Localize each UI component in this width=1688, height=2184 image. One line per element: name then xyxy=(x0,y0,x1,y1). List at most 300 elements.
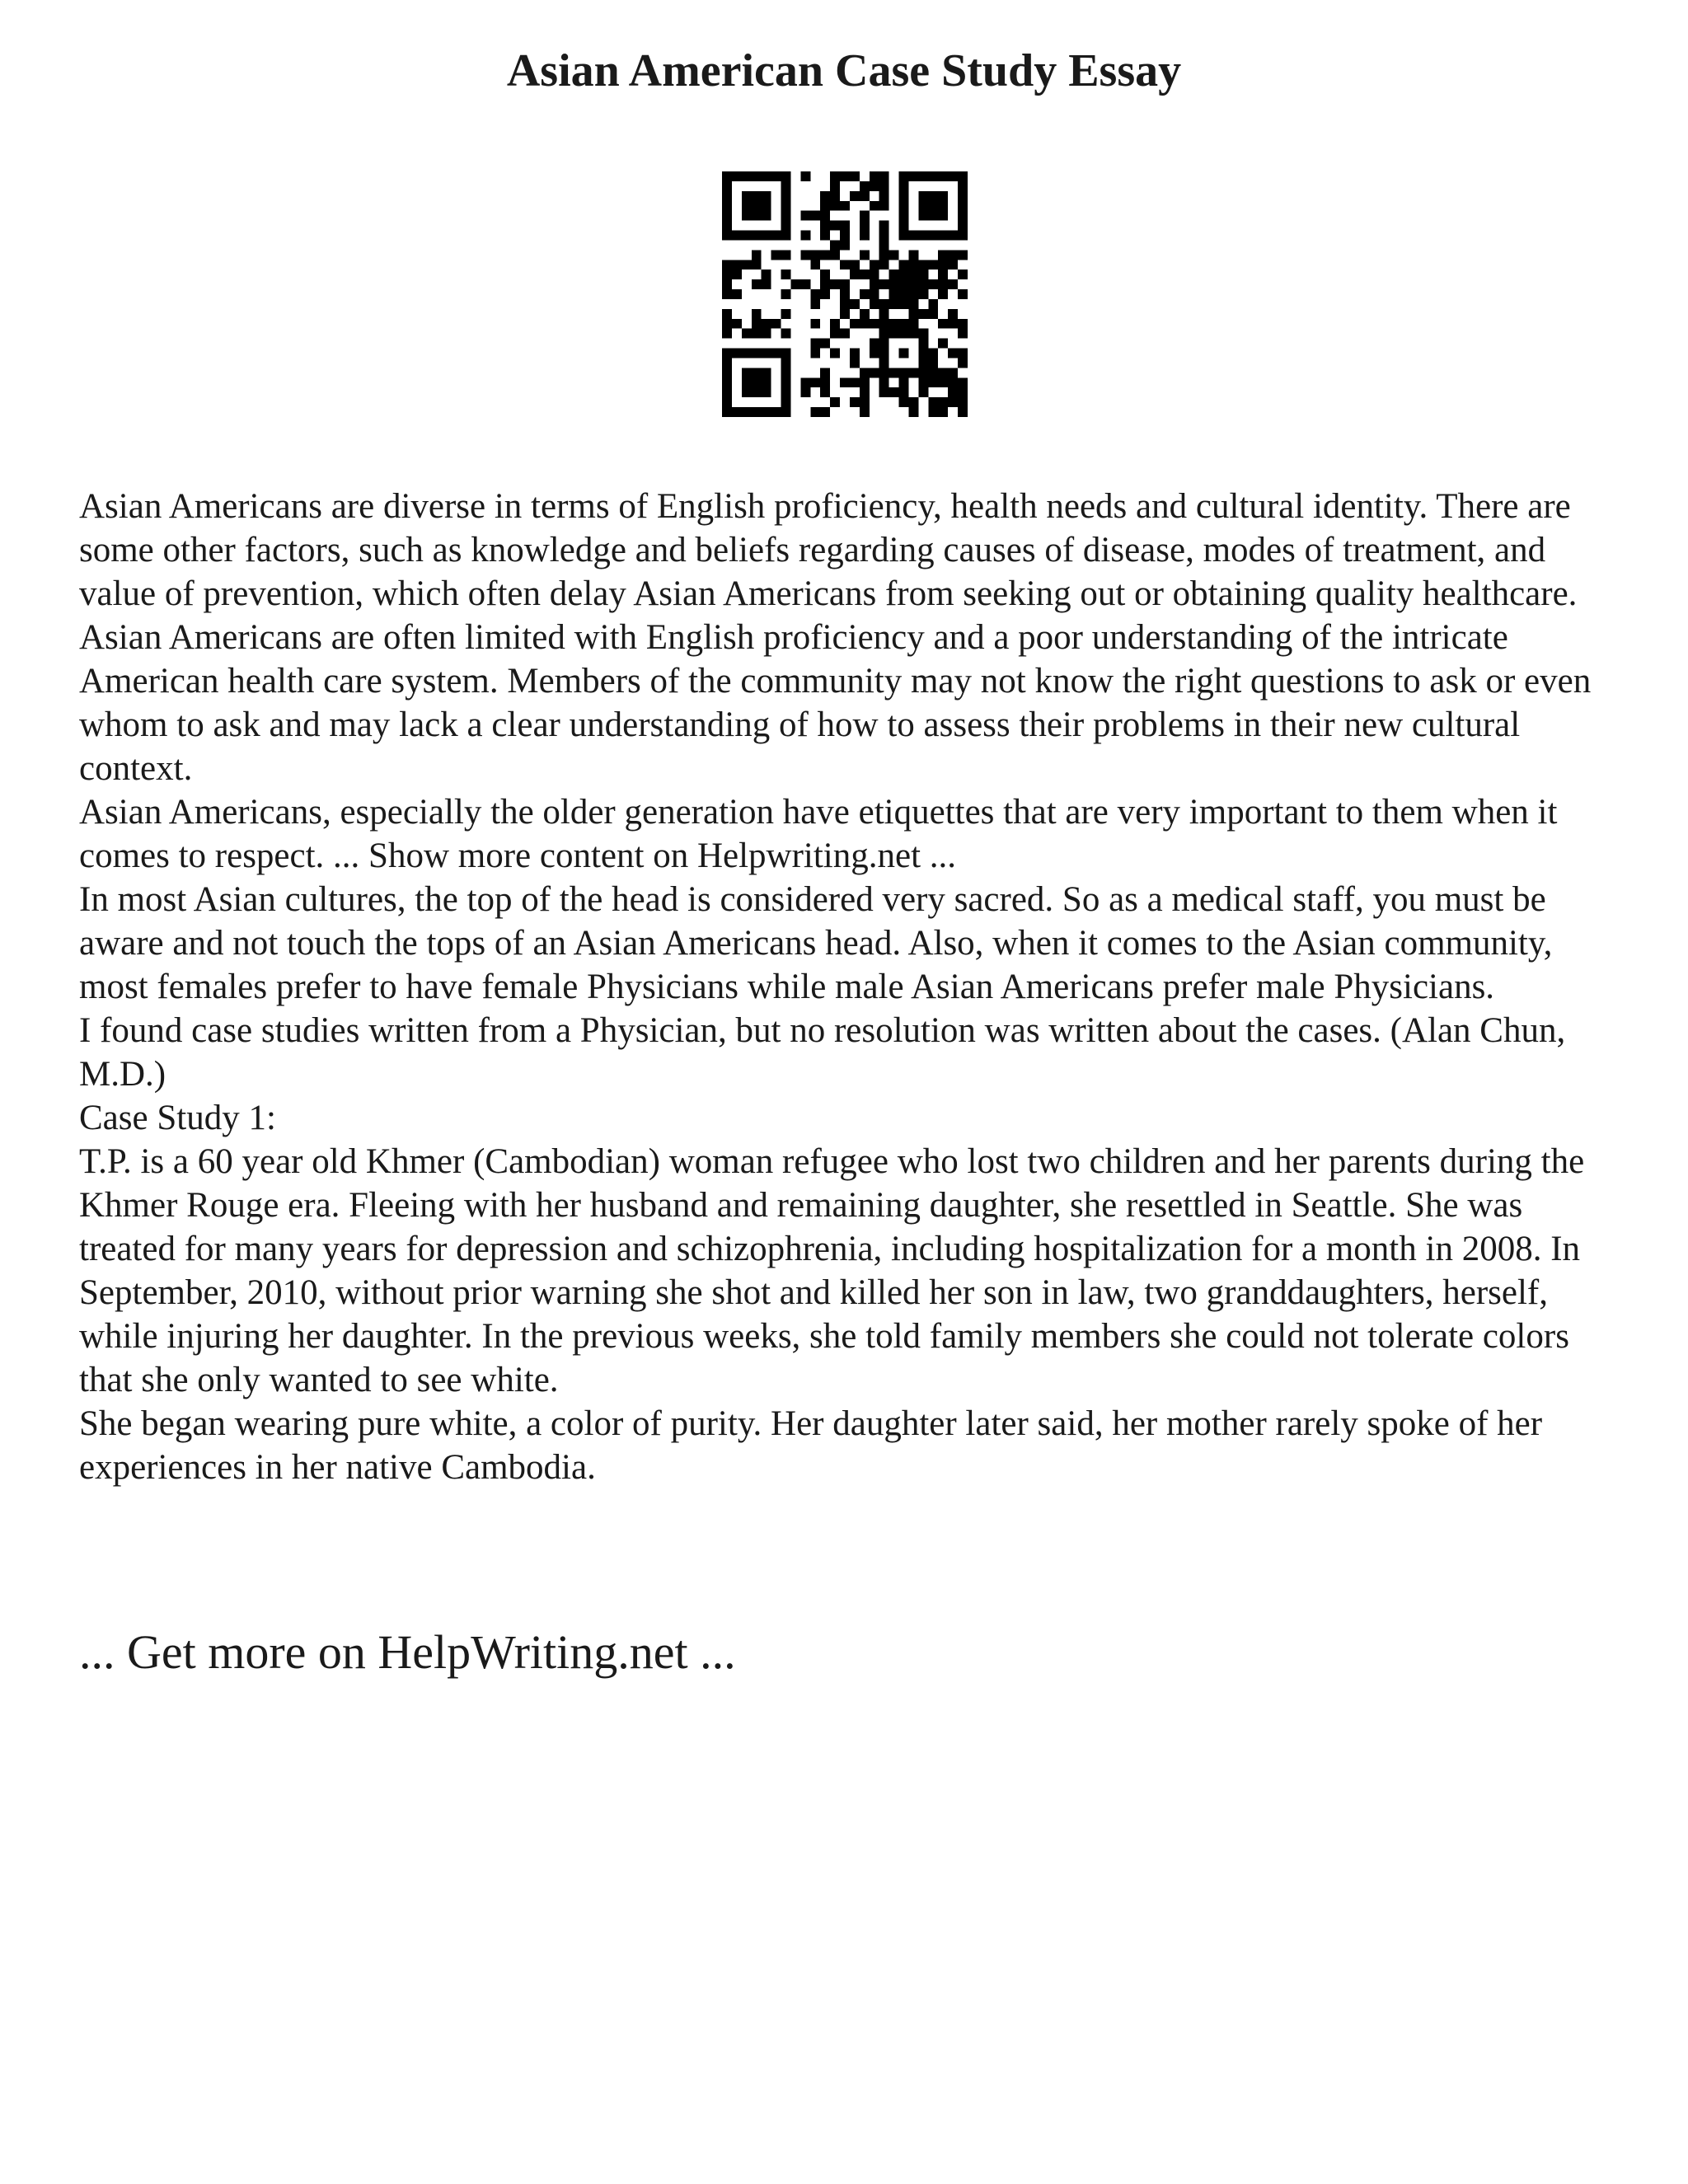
qr-module xyxy=(771,231,781,241)
qr-module xyxy=(958,387,968,397)
qr-module xyxy=(928,201,938,211)
qr-module xyxy=(918,260,928,269)
qr-module xyxy=(948,387,958,397)
qr-module xyxy=(899,397,909,407)
qr-module xyxy=(830,181,840,191)
qr-module xyxy=(830,221,840,231)
qr-module xyxy=(908,368,918,377)
qr-module xyxy=(908,319,918,329)
qr-module xyxy=(722,289,732,299)
qr-module xyxy=(752,309,762,319)
qr-module xyxy=(830,201,840,211)
qr-module xyxy=(850,191,860,201)
qr-module xyxy=(870,279,879,289)
qr-module xyxy=(879,329,889,339)
qr-module xyxy=(928,260,938,269)
qr-module xyxy=(889,329,899,339)
qr-module xyxy=(830,240,840,250)
qr-module xyxy=(781,201,791,211)
qr-module xyxy=(810,260,820,269)
qr-module xyxy=(948,279,958,289)
qr-module xyxy=(870,319,879,329)
qr-module xyxy=(938,191,948,201)
qr-module xyxy=(899,171,909,181)
qr-module xyxy=(879,181,889,191)
qr-module xyxy=(820,407,830,417)
qr-module xyxy=(742,407,752,417)
qr-module xyxy=(722,368,732,377)
qr-module xyxy=(722,181,732,191)
qr-module xyxy=(742,171,752,181)
qr-module xyxy=(928,191,938,201)
qr-module xyxy=(918,211,928,221)
qr-module xyxy=(771,319,781,329)
qr-module xyxy=(850,358,860,368)
qr-module xyxy=(908,329,918,339)
qr-module xyxy=(860,407,870,417)
qr-module xyxy=(850,319,860,329)
qr-module xyxy=(879,309,889,319)
qr-module xyxy=(762,349,771,359)
qr-module xyxy=(810,349,820,359)
qr-module xyxy=(742,231,752,241)
qr-module xyxy=(918,358,928,368)
qr-module xyxy=(899,279,909,289)
qr-module xyxy=(899,181,909,191)
qr-module xyxy=(899,289,909,299)
qr-module xyxy=(958,171,968,181)
qr-module xyxy=(870,260,879,269)
qr-module xyxy=(938,269,948,279)
qr-module xyxy=(938,260,948,269)
qr-module xyxy=(899,221,909,231)
qr-module xyxy=(762,269,771,279)
qr-module xyxy=(958,211,968,221)
qr-module xyxy=(948,171,958,181)
qr-module xyxy=(781,231,791,241)
qr-module xyxy=(889,299,899,309)
qr-module xyxy=(889,289,899,299)
qr-module xyxy=(781,329,791,339)
qr-module xyxy=(870,181,879,191)
qr-module xyxy=(840,221,850,231)
qr-module xyxy=(810,339,820,349)
qr-module xyxy=(860,289,870,299)
qr-module xyxy=(820,377,830,387)
qr-module xyxy=(850,260,860,269)
qr-module xyxy=(958,231,968,241)
qr-module xyxy=(918,269,928,279)
qr-module xyxy=(918,279,928,289)
qr-module xyxy=(918,387,928,397)
qr-module xyxy=(781,309,791,319)
qr-module xyxy=(820,279,830,289)
qr-module xyxy=(790,279,800,289)
qr-module xyxy=(879,191,889,201)
qr-module xyxy=(879,339,889,349)
qr-module xyxy=(928,377,938,387)
qr-module xyxy=(752,368,762,377)
qr-module xyxy=(830,191,840,201)
qr-module xyxy=(830,250,840,260)
paragraph-english-proficiency: Asian Americans are often limited with English proficiency and a poor understanding of the intricate American health care system. Members of the community may not know the right questions to ask or even whom to ask and may lack a clear understanding of how to assess their problems in their new cultural context. xyxy=(79,618,1592,788)
qr-module xyxy=(928,349,938,359)
qr-module xyxy=(762,368,771,377)
qr-module xyxy=(879,231,889,241)
qr-module xyxy=(928,407,938,417)
qr-module xyxy=(752,407,762,417)
essay-body xyxy=(79,485,1620,1489)
qr-module xyxy=(958,181,968,191)
qr-module xyxy=(860,397,870,407)
qr-module xyxy=(800,279,810,289)
qr-module xyxy=(928,309,938,319)
qr-module xyxy=(752,329,762,339)
qr-module xyxy=(938,319,948,329)
qr-module xyxy=(820,289,830,299)
qr-module xyxy=(958,319,968,329)
qr-module xyxy=(752,171,762,181)
qr-module xyxy=(948,250,958,260)
paragraph-case-heading: Case Study 1: xyxy=(79,1099,276,1137)
qr-module xyxy=(879,377,889,387)
qr-module xyxy=(938,201,948,211)
qr-module xyxy=(948,309,958,319)
qr-module xyxy=(958,397,968,407)
qr-module xyxy=(889,279,899,289)
qr-module xyxy=(918,289,928,299)
qr-module xyxy=(918,339,928,349)
qr-module xyxy=(860,211,870,221)
qr-module xyxy=(958,191,968,201)
qr-module xyxy=(830,279,840,289)
qr-module xyxy=(781,221,791,231)
qr-module xyxy=(870,171,879,181)
qr-module xyxy=(958,329,968,339)
qr-module xyxy=(958,269,968,279)
qr-module xyxy=(781,181,791,191)
qr-module xyxy=(752,387,762,397)
qr-module xyxy=(722,397,732,407)
qr-module xyxy=(752,191,762,201)
qr-module xyxy=(722,377,732,387)
qr-module xyxy=(830,319,840,329)
paragraph-case-description: T.P. is a 60 year old Khmer (Cambodian) woman refugee who lost two children and her parents during the Khmer Rouge era. Fleeing with her husband and remaining daughter, she resettled in Seattle. She was treated for many years for depression and schizophrenia, including hospitalization for a month in 2008. In September, 2010, without prior warning she shot and killed her son in law, two granddaughters, herself, while injuring her daughter. In the previous weeks, she told family members she could not tolerate colors that she only wanted to see white. xyxy=(79,1142,1585,1399)
get-more-link[interactable]: ... Get more on HelpWriting.net ... xyxy=(79,1625,736,1679)
qr-module xyxy=(938,211,948,221)
qr-module xyxy=(820,368,830,377)
qr-module xyxy=(889,319,899,329)
qr-module xyxy=(889,269,899,279)
qr-module xyxy=(722,171,732,181)
qr-module xyxy=(781,397,791,407)
qr-module xyxy=(752,211,762,221)
qr-module xyxy=(742,349,752,359)
qr-module xyxy=(860,387,870,397)
qr-module xyxy=(870,339,879,349)
qr-module xyxy=(732,289,742,299)
qr-module xyxy=(781,289,791,299)
qr-module xyxy=(938,368,948,377)
qr-module xyxy=(742,387,752,397)
qr-module xyxy=(742,260,752,269)
qr-module xyxy=(948,349,958,359)
qr-module xyxy=(908,250,918,260)
qr-module xyxy=(762,377,771,387)
qr-module xyxy=(928,397,938,407)
qr-module xyxy=(820,269,830,279)
qr-code-graphic xyxy=(722,171,968,417)
qr-module xyxy=(781,387,791,397)
qr-module xyxy=(879,250,889,260)
qr-module xyxy=(918,329,928,339)
qr-module xyxy=(850,299,860,309)
qr-module xyxy=(732,407,742,417)
qr-module xyxy=(870,201,879,211)
qr-module xyxy=(722,269,732,279)
qr-module xyxy=(908,407,918,417)
qr-module xyxy=(860,319,870,329)
qr-module xyxy=(879,260,889,269)
qr-module xyxy=(879,368,889,377)
qr-module xyxy=(840,377,850,387)
qr-module xyxy=(958,250,968,260)
qr-module xyxy=(810,289,820,299)
qr-module xyxy=(860,191,870,201)
paragraph-etiquette: Asian Americans, especially the older generation have etiquettes that are very important to them when it comes to respect. ... Show more content on Helpwriting.net ... xyxy=(79,793,1558,875)
qr-module xyxy=(820,339,830,349)
qr-module xyxy=(771,407,781,417)
qr-module xyxy=(879,221,889,231)
qr-module xyxy=(938,377,948,387)
qr-module xyxy=(762,201,771,211)
qr-module xyxy=(722,319,732,329)
paragraph-case-source: I found case studies written from a Physician, but no resolution was written about the cases. (Alan Chun, M.D.) xyxy=(79,1011,1566,1094)
qr-module xyxy=(840,231,850,241)
qr-module xyxy=(928,368,938,377)
qr-module xyxy=(742,329,752,339)
qr-module xyxy=(722,349,732,359)
qr-module xyxy=(899,260,909,269)
qr-module xyxy=(840,201,850,211)
qr-module xyxy=(928,279,938,289)
qr-module xyxy=(762,191,771,201)
qr-module xyxy=(870,349,879,359)
qr-module xyxy=(742,377,752,387)
qr-module xyxy=(899,377,909,387)
qr-module xyxy=(820,221,830,231)
qr-module xyxy=(722,221,732,231)
qr-module xyxy=(918,349,928,359)
qr-module xyxy=(860,368,870,377)
qr-module xyxy=(762,231,771,241)
qr-module xyxy=(948,231,958,241)
qr-module xyxy=(938,250,948,260)
qr-module xyxy=(850,397,860,407)
qr-module xyxy=(732,260,742,269)
paragraph-intro: Asian Americans are diverse in terms of English proficiency, health needs and cultural identity. There are some other factors, such as knowledge and beliefs regarding causes of disease, modes of treatment, and value of prevention, which often delay Asian Americans from seeking out or obtaining quality healthcare. xyxy=(79,487,1578,613)
qr-module xyxy=(742,191,752,201)
qr-module xyxy=(762,407,771,417)
qr-module xyxy=(722,191,732,201)
qr-module xyxy=(908,171,918,181)
qr-module xyxy=(860,181,870,191)
qr-module xyxy=(870,368,879,377)
qr-module xyxy=(928,358,938,368)
qr-module xyxy=(899,387,909,397)
qr-module xyxy=(781,407,791,417)
qr-module xyxy=(958,349,968,359)
document-title: Asian American Case Study Essay xyxy=(506,45,1182,96)
qr-module xyxy=(879,349,889,359)
qr-module xyxy=(958,377,968,387)
qr-module xyxy=(820,211,830,221)
qr-module xyxy=(958,358,968,368)
qr-module xyxy=(752,377,762,387)
qr-code-icon[interactable] xyxy=(722,171,968,417)
qr-module xyxy=(860,231,870,241)
qr-module xyxy=(781,368,791,377)
qr-module xyxy=(958,221,968,231)
qr-module xyxy=(879,171,889,181)
qr-module xyxy=(810,250,820,260)
qr-module xyxy=(938,407,948,417)
qr-module xyxy=(722,329,732,339)
qr-module xyxy=(722,309,732,319)
qr-module xyxy=(732,269,742,279)
qr-module xyxy=(908,309,918,319)
qr-module xyxy=(860,309,870,319)
qr-module xyxy=(860,377,870,387)
qr-module xyxy=(948,319,958,329)
qr-module xyxy=(742,368,752,377)
qr-module xyxy=(752,201,762,211)
qr-module xyxy=(722,358,732,368)
qr-module xyxy=(948,260,958,269)
qr-module xyxy=(771,171,781,181)
qr-module xyxy=(918,171,928,181)
qr-module xyxy=(908,231,918,241)
qr-module xyxy=(820,201,830,211)
qr-module xyxy=(800,250,810,260)
qr-module xyxy=(889,250,899,260)
qr-module xyxy=(800,171,810,181)
qr-module xyxy=(948,368,958,377)
qr-module xyxy=(762,171,771,181)
qr-module xyxy=(889,387,899,397)
qr-module xyxy=(879,299,889,309)
qr-module xyxy=(918,201,928,211)
qr-module xyxy=(800,387,810,397)
qr-module xyxy=(870,289,879,299)
qr-module xyxy=(938,339,948,349)
qr-module xyxy=(840,309,850,319)
qr-module xyxy=(860,250,870,260)
qr-module xyxy=(781,358,791,368)
qr-module xyxy=(820,387,830,397)
qr-module xyxy=(840,260,850,269)
qr-module xyxy=(918,231,928,241)
qr-module xyxy=(899,191,909,201)
qr-module xyxy=(908,260,918,269)
qr-module xyxy=(899,349,909,359)
qr-module xyxy=(771,250,781,260)
qr-module xyxy=(810,319,820,329)
paragraph-head-sacred: In most Asian cultures, the top of the head is considered very sacred. So as a medical staff, you must be aware and not touch the tops of an Asian Americans head. Also, when it comes to the Asian community, most females prefer to have female Physicians while male Asian Americans prefer male Physicians. xyxy=(79,880,1553,1006)
qr-module xyxy=(899,299,909,309)
qr-module xyxy=(870,299,879,309)
qr-module xyxy=(908,299,918,309)
qr-module xyxy=(928,299,938,309)
qr-module xyxy=(722,387,732,397)
qr-module xyxy=(938,289,948,299)
qr-module xyxy=(810,377,820,387)
qr-module xyxy=(938,171,948,181)
qr-module xyxy=(752,260,762,269)
qr-module xyxy=(938,397,948,407)
qr-module xyxy=(928,231,938,241)
qr-module xyxy=(752,250,762,260)
qr-module xyxy=(752,231,762,241)
qr-module xyxy=(820,191,830,201)
qr-module xyxy=(889,368,899,377)
qr-module xyxy=(840,299,850,309)
qr-module xyxy=(908,269,918,279)
qr-module xyxy=(781,191,791,201)
qr-module xyxy=(781,377,791,387)
qr-module xyxy=(879,358,889,368)
qr-module xyxy=(850,171,860,181)
qr-module xyxy=(722,211,732,221)
qr-module xyxy=(879,279,889,289)
qr-module xyxy=(800,211,810,221)
qr-module xyxy=(948,377,958,387)
qr-module xyxy=(781,250,791,260)
qr-module xyxy=(742,201,752,211)
qr-module xyxy=(958,201,968,211)
qr-module xyxy=(732,349,742,359)
qr-module xyxy=(879,387,889,397)
qr-module xyxy=(762,279,771,289)
qr-module xyxy=(899,211,909,221)
qr-module xyxy=(781,211,791,221)
qr-module xyxy=(958,289,968,299)
qr-module xyxy=(879,319,889,329)
qr-module xyxy=(732,171,742,181)
qr-module xyxy=(781,349,791,359)
qr-module xyxy=(918,309,928,319)
qr-module xyxy=(722,201,732,211)
qr-module xyxy=(762,319,771,329)
qr-module xyxy=(722,260,732,269)
qr-module xyxy=(762,387,771,397)
qr-module xyxy=(860,221,870,231)
qr-module xyxy=(908,289,918,299)
qr-module xyxy=(762,211,771,221)
qr-module xyxy=(732,231,742,241)
qr-module xyxy=(722,407,732,417)
qr-module xyxy=(810,299,820,309)
qr-module xyxy=(840,289,850,299)
qr-module xyxy=(830,329,840,339)
qr-module xyxy=(840,279,850,289)
qr-module xyxy=(938,231,948,241)
qr-module xyxy=(928,171,938,181)
qr-module xyxy=(752,349,762,359)
qr-module xyxy=(781,269,791,279)
qr-module xyxy=(752,279,762,289)
qr-module xyxy=(840,329,850,339)
